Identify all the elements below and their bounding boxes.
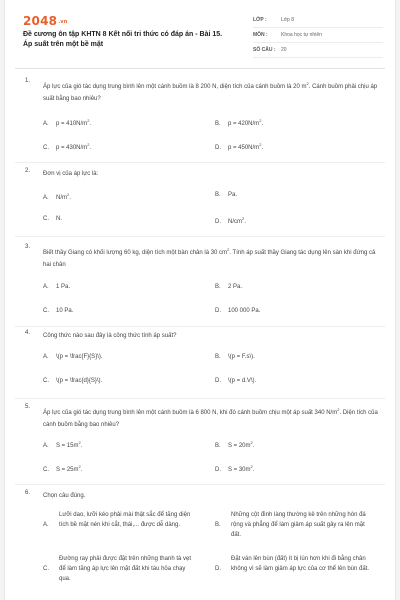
option-b[interactable]: B. $S = 20m^2$.: [215, 440, 255, 449]
meta-subject-row: [253, 28, 383, 43]
page: [5, 0, 395, 600]
option-letter: D.: [215, 145, 221, 151]
option-text: 100 000 Pa.: [228, 308, 261, 314]
question-number: 1.: [25, 78, 31, 84]
option-b[interactable]: [215, 284, 242, 290]
option-letter: A.: [43, 522, 49, 528]
option-text: \(p = d.V\).: [228, 378, 257, 384]
option-text: 2 Pa.: [228, 284, 243, 290]
page-title: Đề cương ôn tập KHTN 8 Kết nối tri thức có đáp án - Bài 15. Áp suất trên một bề mặt: [23, 31, 223, 48]
logo-suffix: .vn: [58, 18, 68, 25]
option-a[interactable]: A. $N/m^2$.: [43, 192, 71, 201]
option-letter: B.: [215, 284, 221, 290]
logo-text: 2048: [23, 14, 58, 28]
meta-class-label: LỚP :: [253, 17, 267, 23]
option-text: Pa.: [228, 192, 238, 198]
option-c[interactable]: C. $p = 430N/m^2$.: [43, 142, 92, 151]
meta-table: [253, 13, 383, 58]
option-a[interactable]: [43, 284, 70, 290]
option-letter: A.: [43, 443, 49, 449]
option-text: 10 Pa.: [56, 308, 74, 314]
question-separator: [15, 162, 385, 163]
question-number: 3.: [25, 244, 31, 250]
option-text: Đặt ván lên bùn (đất) ít bị lún hơn khi đi bằng chân không vì sẽ làm giảm áp lực của cơ thể lên bùn đất.: [231, 556, 370, 572]
option-text: Đường ray phải được đặt trên những thanh tà vẹt để làm tăng áp lực lên mặt đất khi tàu hỏa chạy qua.: [59, 556, 191, 582]
meta-subject-value: Khoa học tự nhiên: [281, 32, 322, 38]
question-separator: [15, 326, 385, 327]
question-separator: [15, 398, 385, 399]
option-d[interactable]: D. $p = 450N/m^2$.: [215, 142, 264, 151]
option-letter: D.: [215, 467, 221, 473]
option-letter: C.: [43, 216, 49, 222]
question-text: Đơn vị của áp lực là:: [43, 171, 99, 177]
option-a[interactable]: A. $S = 15m^2$.: [43, 440, 83, 449]
question-number: 4.: [25, 330, 31, 336]
option-a[interactable]: [43, 354, 103, 360]
option-letter: C.: [43, 378, 49, 384]
option-c[interactable]: C. $S = 25m^2$.: [43, 464, 83, 473]
option-text: N.: [56, 216, 62, 222]
option-text: \(p = \frac{d}{S}\).: [56, 378, 103, 384]
option-letter: B.: [215, 522, 221, 528]
question-number: 6.: [25, 490, 31, 496]
meta-class-row: [253, 13, 383, 28]
option-d[interactable]: [215, 378, 256, 384]
meta-count-value: 20: [281, 47, 287, 53]
option-b[interactable]: [215, 510, 385, 542]
option-letter: C.: [43, 308, 49, 314]
option-text: \(p = F.s\).: [228, 354, 255, 360]
option-a[interactable]: A. $p = 410N/m^2$.: [43, 118, 92, 127]
header-divider: [15, 68, 385, 69]
option-letter: B.: [215, 443, 221, 449]
option-b[interactable]: [215, 192, 237, 198]
option-b[interactable]: [215, 354, 255, 360]
option-text: \(p = \frac{F}{S}\).: [56, 354, 103, 360]
question-separator: [15, 236, 385, 237]
option-letter: B.: [215, 192, 221, 198]
header: [5, 0, 395, 62]
option-c[interactable]: [43, 554, 203, 586]
option-a[interactable]: [43, 510, 203, 542]
option-c[interactable]: [43, 216, 62, 222]
question-text: Chọn câu đúng.: [43, 493, 86, 499]
option-b[interactable]: B. $p = 420N/m^2$.: [215, 118, 264, 127]
option-letter: C.: [43, 566, 49, 572]
option-letter: A.: [43, 121, 49, 127]
meta-class-value: Lớp 8: [281, 17, 295, 23]
site-logo[interactable]: [23, 14, 68, 28]
option-letter: B.: [215, 121, 221, 127]
option-letter: D.: [215, 566, 221, 572]
meta-count-label: SỐ CÂU :: [253, 47, 276, 53]
question-text: Công thức nào sau đây là công thức tính áp suất?: [43, 333, 177, 339]
option-letter: D.: [215, 378, 221, 384]
option-d[interactable]: [215, 554, 385, 586]
option-text: Những cột đình làng thường kê trên những hòn đá rộng và phẳng để làm giảm áp suất gây ra lên mặt đất.: [231, 512, 366, 538]
question-number: 5.: [25, 404, 31, 410]
option-c[interactable]: [43, 308, 73, 314]
option-letter: A.: [43, 195, 49, 201]
option-d[interactable]: [215, 308, 260, 314]
option-letter: A.: [43, 354, 49, 360]
question-text: Áp lực của gió tác dụng trung bình lên một cánh buồm là 8 200 N, diện tích của cánh buồm là 20 $m^2$. Cánh buồm phải chịu áp suất bằng bao nhiêu?: [43, 81, 378, 102]
option-letter: C.: [43, 467, 49, 473]
option-letter: B.: [215, 354, 221, 360]
option-letter: D.: [215, 308, 221, 314]
question-number: 2.: [25, 168, 31, 174]
option-text: Lưỡi dao, lưỡi kéo phải mài thật sắc để tăng diện tích bề mặt nén khi cắt, thái,... được dễ dàng.: [59, 512, 191, 528]
option-letter: A.: [43, 284, 49, 290]
option-d[interactable]: D. $N/cm^2$.: [215, 216, 246, 225]
option-d[interactable]: D. $S = 30m^2$.: [215, 464, 255, 473]
meta-count-row: [253, 43, 383, 58]
option-c[interactable]: [43, 378, 102, 384]
option-letter: D.: [215, 219, 221, 225]
question-text: Biết thầy Giang có khối lượng 60 kg, diện tích một bàn chân là 30 $cm^2$. Tính áp suất thầy Giang tác dụng lên sàn khi đứng cả hai chân: [43, 247, 376, 268]
option-letter: C.: [43, 145, 49, 151]
question-text: Áp lực của gió tác dụng trung bình lên một cánh buồm là 6 800 N, khi đó cánh buồm chịu một áp suất 340 $N/m^2$. Diện tích của cánh buồm bằng bao nhiêu?: [43, 407, 378, 428]
option-text: 1 Pa.: [56, 284, 71, 290]
meta-subject-label: MÔN :: [253, 32, 268, 38]
question-separator: [15, 484, 385, 485]
